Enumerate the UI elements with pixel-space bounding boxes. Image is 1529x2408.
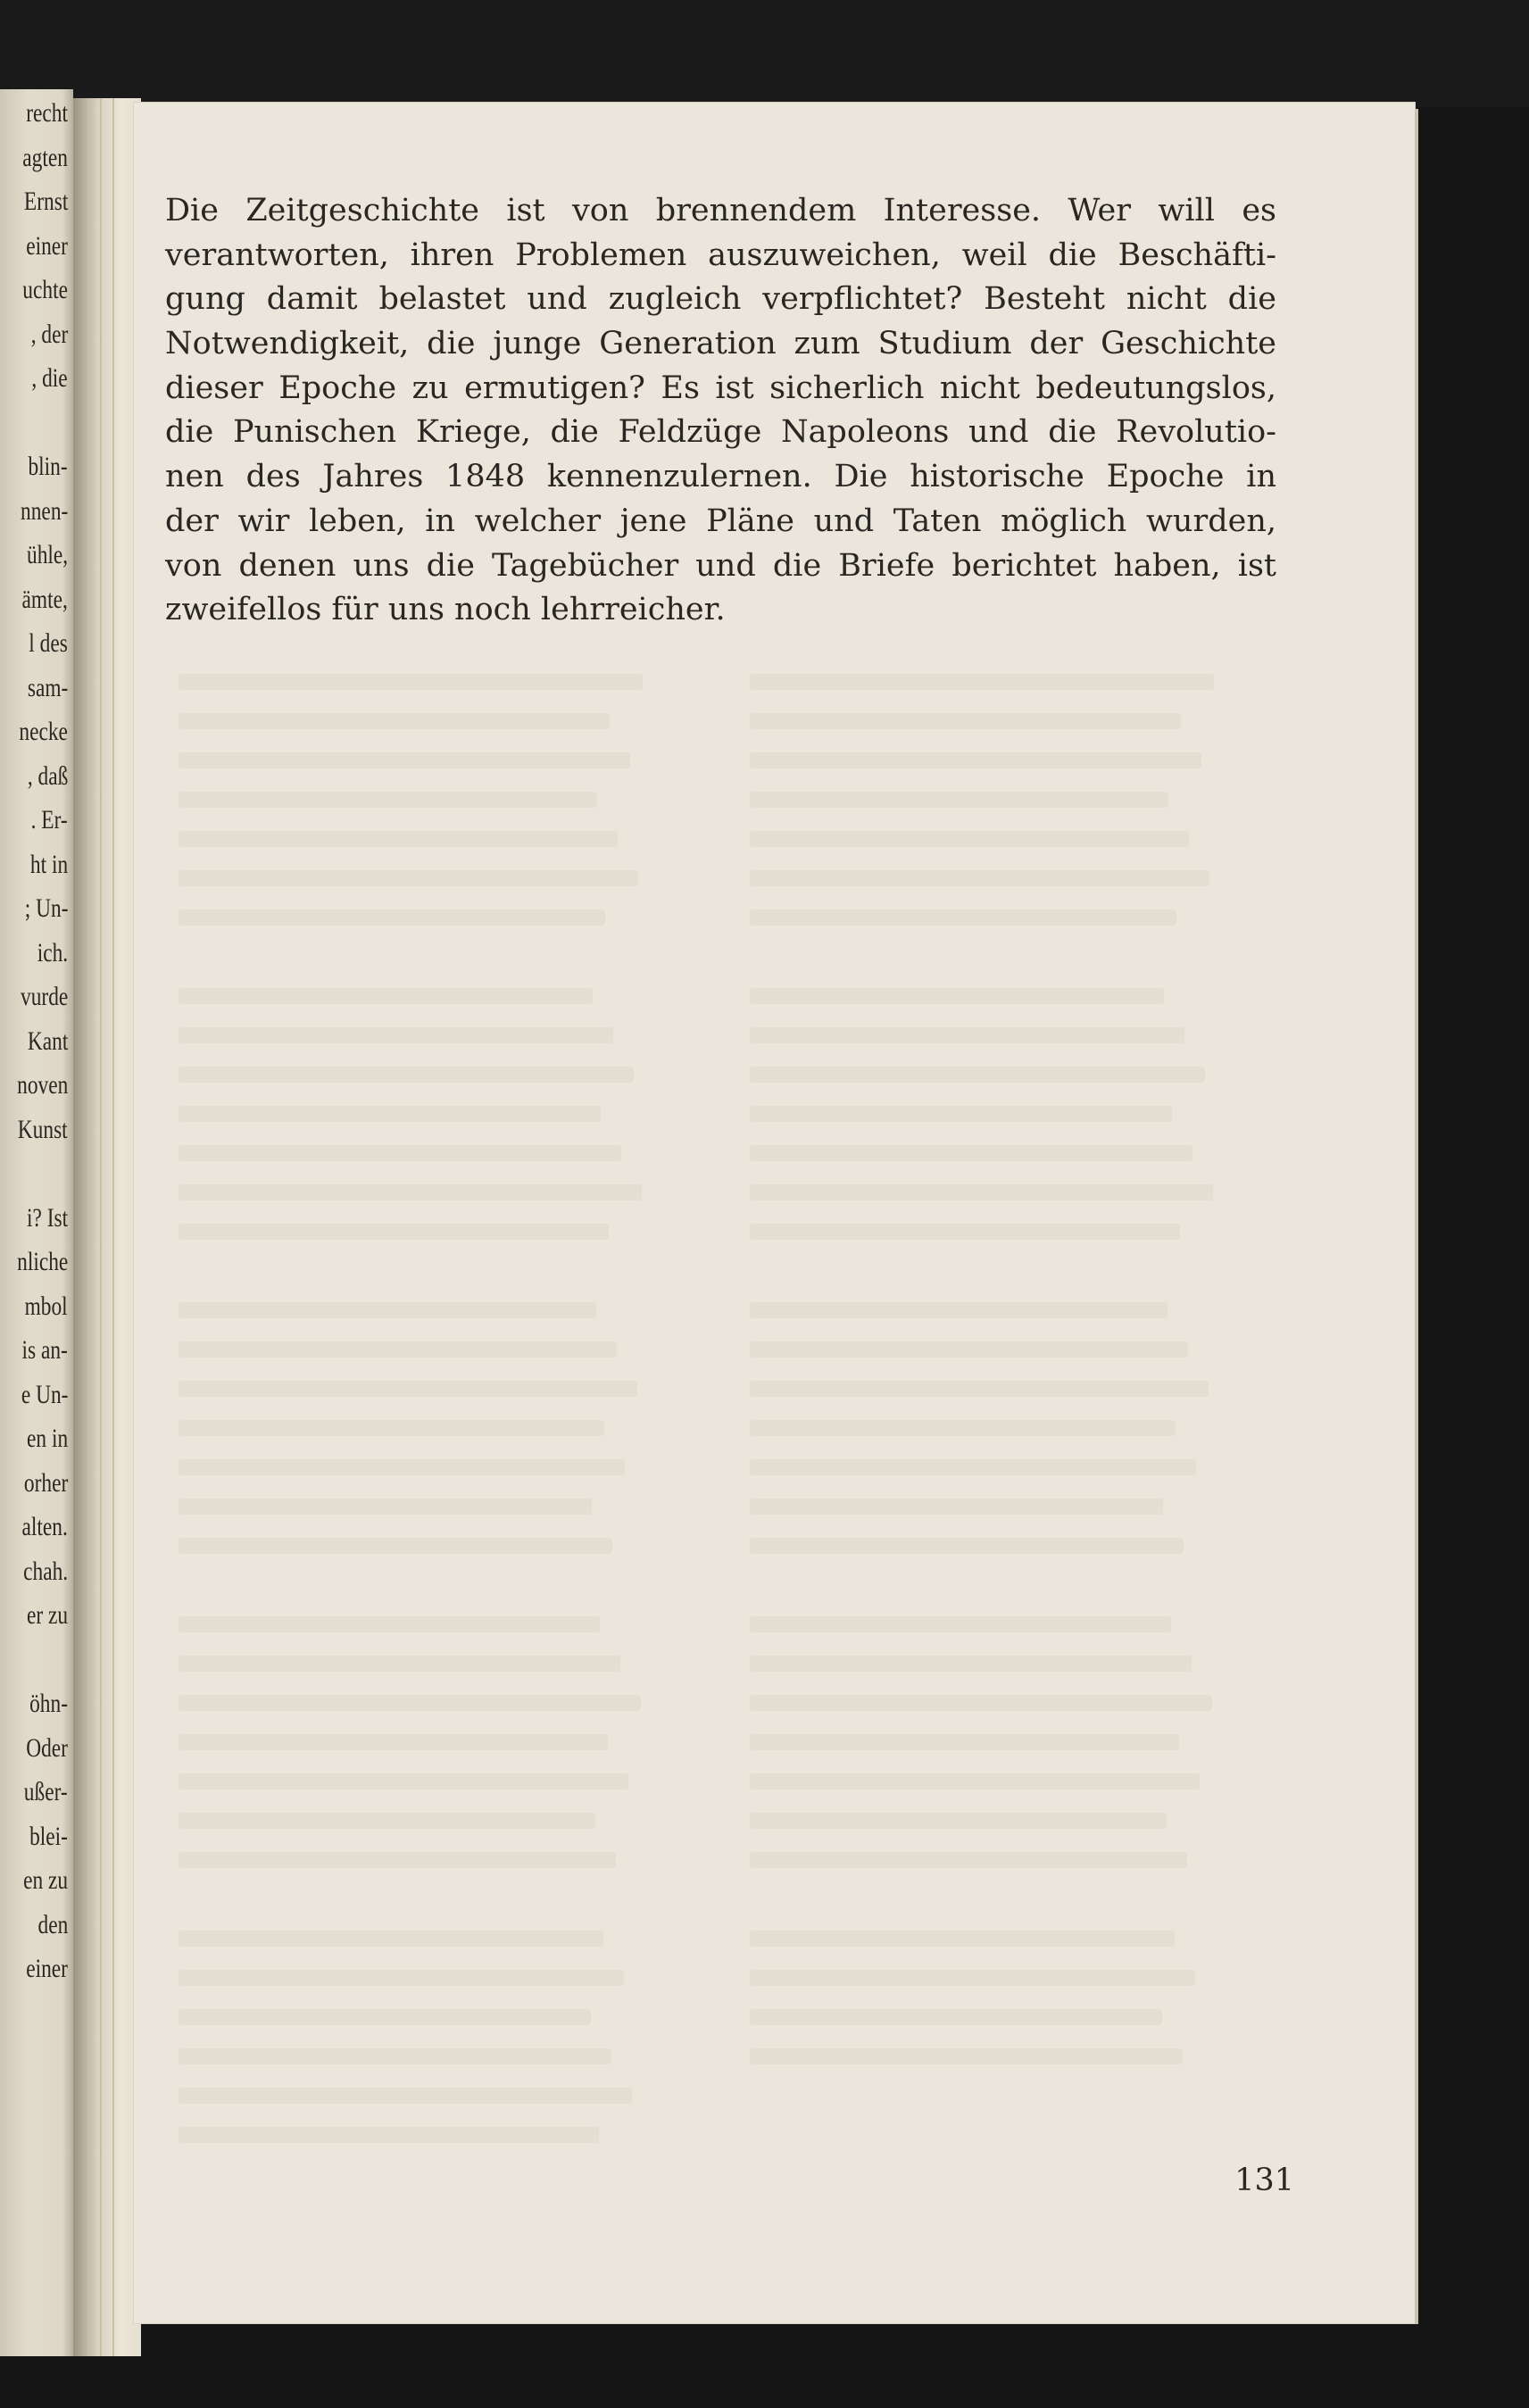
show-through-line [750,1420,1176,1436]
left-page-fragment: er zu [26,1600,68,1630]
left-page-fragment: , der [30,319,68,349]
left-page-fragment: . Er- [30,805,68,834]
left-page-fragment: ; Un- [24,893,68,923]
show-through-line [179,1459,625,1475]
gutter-line [112,98,114,2356]
show-through-line [750,713,1181,729]
left-page-fragment: einer [26,230,68,261]
show-through-line [179,1145,621,1161]
body-text [165,189,1276,633]
show-through-line [750,752,1201,768]
show-through-line [179,1734,608,1750]
text-line: von denen uns die Tagebücher und die Briefe berichtet haben, ist [165,547,1276,584]
text-line: Die Zeitgeschichte ist von brennendem Interesse. Wer will es [165,193,1276,228]
text-line: dieser Epoche zu ermutigen? Es ist sicherlich nicht bedeutungslos, [165,370,1276,406]
show-through-line [750,1302,1168,1318]
left-page-fragment: l des [29,628,68,658]
left-page-fragment: is an- [21,1335,68,1365]
show-through-line [179,1656,620,1672]
left-page-fragment: uchte [22,275,68,304]
show-through-line [179,1616,600,1632]
left-page-fragment: blei- [29,1821,68,1851]
show-through-line [179,1381,637,1397]
show-through-line [750,792,1168,808]
show-through-line [750,1027,1184,1043]
show-through-line [750,1381,1209,1397]
show-through-line [179,752,630,768]
show-through-line [750,1970,1195,1986]
show-through-line [750,909,1176,926]
page-edge [1415,109,1418,2324]
left-page-fragment: ich. [37,937,68,967]
left-page-fragment: einer [26,1954,68,1983]
show-through-line [179,988,593,1004]
background-bottom [0,2321,1529,2408]
show-through-line [179,1184,642,1200]
show-through-line [750,2048,1183,2064]
show-through-line [750,1734,1179,1750]
text-line: die Punischen Kriege, die Feldzüge Napoleons und die Revolutio- [165,414,1276,451]
show-through-line [750,1224,1180,1240]
left-page-fragment: den [37,1909,68,1939]
left-page-fragment: e Un- [21,1379,68,1409]
left-page-fragment: en in [26,1424,68,1453]
left-page-fragment: necke [19,717,68,746]
show-through-line [750,674,1214,690]
show-through-line [750,1067,1205,1083]
show-through-line [750,870,1209,886]
show-through-line [179,1420,604,1436]
gutter-line [87,98,89,2356]
show-through-line [179,2088,632,2104]
left-page-fragment: chah. [22,1556,68,1586]
show-through-line [750,1145,1192,1161]
show-through-line [179,1695,641,1711]
left-page-fragment: blin- [28,452,68,481]
left-page-fragment: noven [16,1070,68,1100]
show-through-line [179,713,610,729]
left-page-fragment: Oder [26,1732,68,1763]
page-number: 131 [1234,2163,1294,2198]
show-through-line [750,1931,1175,1947]
show-through-line [179,870,638,886]
show-through-line [179,1813,595,1829]
left-page-fragment: Ernst [23,187,68,216]
left-page-fragment: Kunst [18,1114,68,1144]
text-line: nen des Jahres 1848 kennenzulernen. Die historische Epoche in [165,459,1276,495]
show-through-line [179,792,597,808]
show-through-line [179,831,618,847]
background-top [0,0,1529,107]
show-through-line [750,1341,1188,1358]
show-through-line [179,1341,617,1358]
show-through-line [179,1538,612,1554]
show-through-line [179,1302,596,1318]
left-page-fragment: mbol [24,1291,68,1321]
show-through-line [750,1616,1171,1632]
show-through-line [179,2127,599,2143]
show-through-line [750,1852,1187,1868]
show-through-line [750,1184,1213,1200]
show-through-line [750,1813,1167,1829]
left-page-fragment: alten. [21,1512,68,1541]
show-through-line [750,988,1164,1004]
left-page-fragment: ühle, [26,540,68,569]
show-through-line [179,1852,616,1868]
show-through-line [179,1499,592,1515]
show-through-line [179,1106,601,1122]
show-through-line [750,1656,1192,1672]
text-line: der wir leben, in welcher jene Pläne und Taten möglich wurden, [165,502,1276,539]
left-page-fragment: agten [22,142,68,172]
left-page-fragment: ußer- [24,1777,68,1806]
left-page-fragment: , die [31,363,68,393]
left-page-fragment: orher [23,1467,68,1498]
show-through-line [750,1106,1172,1122]
show-through-line [750,2009,1162,2025]
show-through-line [750,1695,1212,1711]
left-page-fragment: nnen- [20,495,68,526]
show-through-line [750,1459,1196,1475]
show-through-line [750,1538,1184,1554]
left-page-fragment: sam- [27,672,68,702]
text-line: zweifellos für uns noch lehrreicher. [165,592,726,628]
show-through-line [179,1224,609,1240]
left-page-fragment: i? Ist [26,1202,68,1233]
show-through-line [179,909,605,926]
show-through-line [179,2009,591,2025]
show-through-line [179,1067,634,1083]
show-through-line [179,1773,628,1789]
left-page-fragment: öhn- [29,1689,68,1718]
text-line: Notwendigkeit, die junge Generation zum Studium der Geschichte [165,326,1276,362]
left-page-fragment: ämte, [21,584,68,614]
left-page-fragment: , daß [27,760,68,791]
left-page-fragment: en zu [22,1865,68,1895]
left-page-fragment: ht in [29,849,68,879]
gutter-line [100,98,102,2356]
text-line: gung damit belastet und zugleich verpflichtet? Besteht nicht die [165,281,1276,318]
left-page-fragment: recht [26,98,68,128]
facing-page-left [0,89,73,2356]
book-page-right [134,103,1415,2323]
left-page-fragment: Kant [27,1025,68,1056]
left-page-fragment: vurde [20,982,68,1011]
show-through-line [179,1027,613,1043]
show-through-line [750,831,1189,847]
left-page-fragment: nliche [16,1247,68,1276]
show-through-line [750,1773,1200,1789]
text-line: verantworten, ihren Problemen auszuweichen, weil die Beschäfti- [165,237,1276,273]
show-through-line [179,1931,603,1947]
show-through-line [179,1970,624,1986]
book-gutter [73,98,141,2356]
show-through-line [750,1499,1163,1515]
show-through-line [179,2048,611,2064]
show-through-line [179,674,643,690]
